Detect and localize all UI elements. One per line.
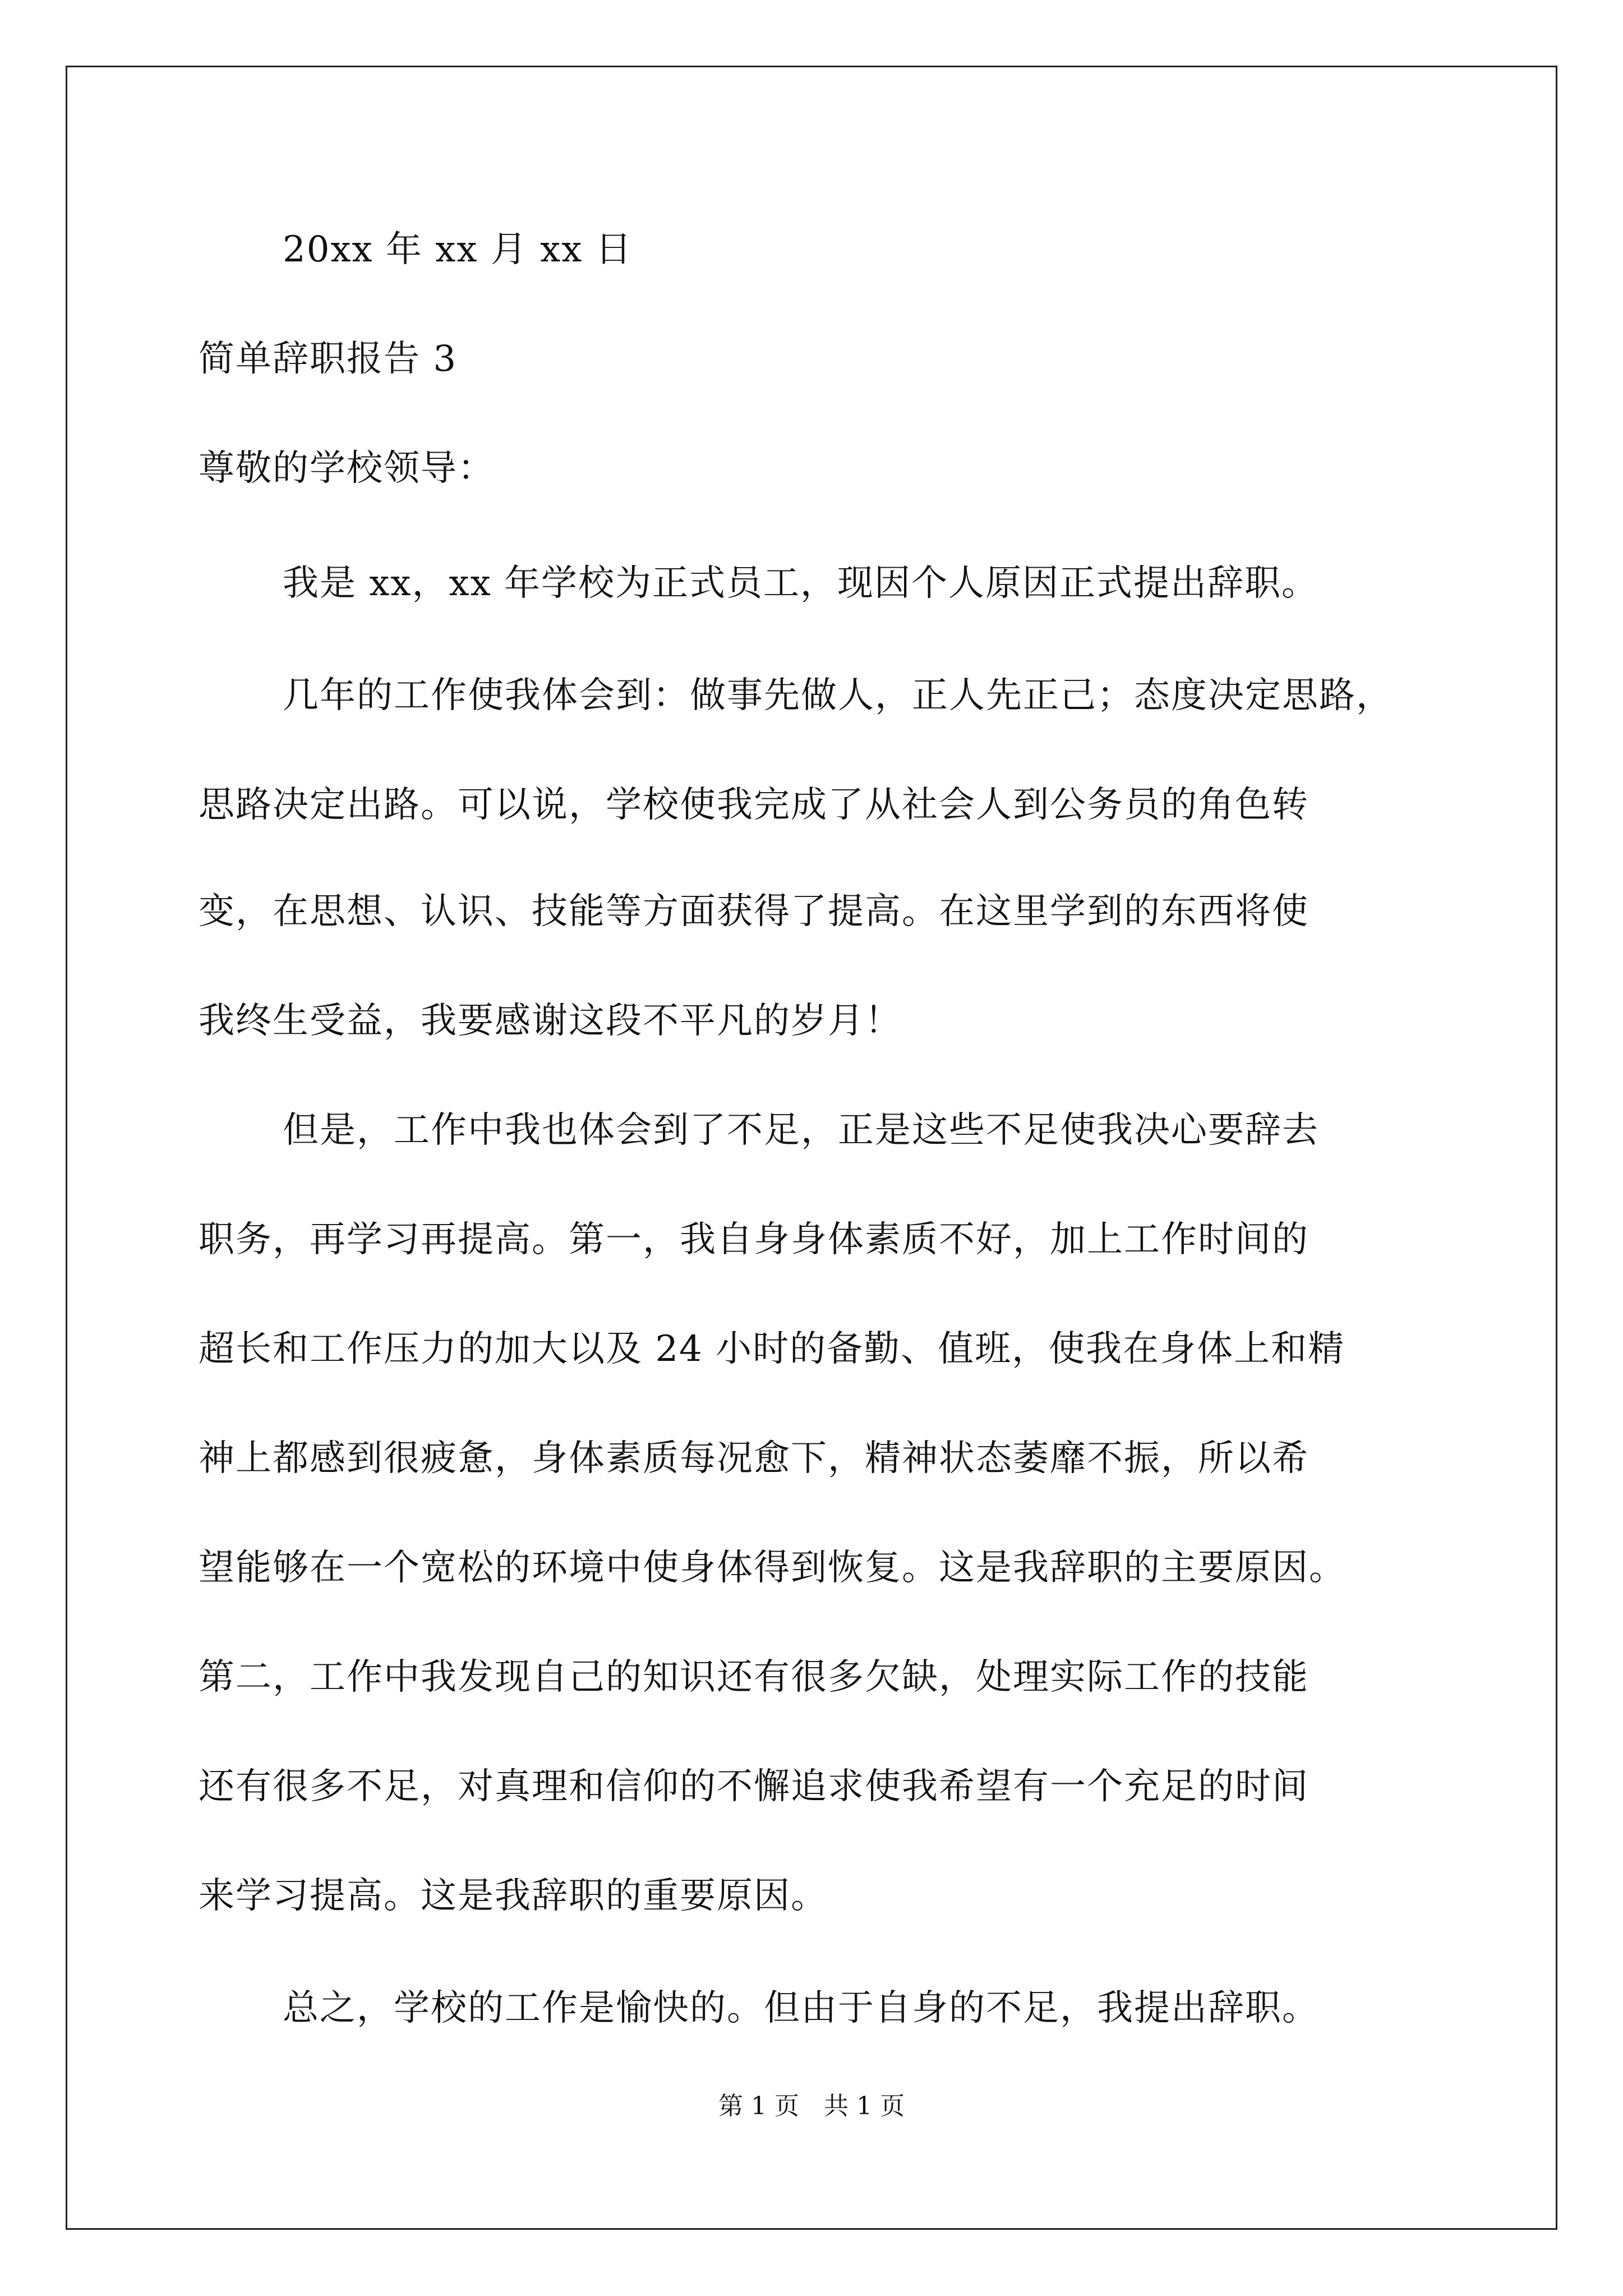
- paragraph-line: 神上都感到很疲惫，身体素质每况愈下，精神状态萎靡不振，所以希: [199, 1438, 1309, 1479]
- paragraph-line: 职务，再学习再提高。第一，我自身身体素质不好，加上工作时间的: [199, 1219, 1309, 1260]
- paragraph-line: 我终生受益，我要感谢这段不平凡的岁月！: [199, 1000, 902, 1042]
- document-title: 简单辞职报告 3: [199, 338, 458, 380]
- date-line: 20xx 年 xx 月 xx 日: [283, 229, 633, 270]
- paragraph-line: 还有很多不足，对真理和信仰的不懈追求使我希望有一个充足的时间: [199, 1766, 1309, 1807]
- paragraph-line: 但是，工作中我也体会到了不足，正是这些不足使我决心要辞去: [283, 1110, 1319, 1151]
- paragraph-line: 望能够在一个宽松的环境中使身体得到恢复。这是我辞职的主要原因。: [199, 1547, 1346, 1589]
- page-footer: [0, 2090, 1623, 2123]
- paragraph-line: 来学习提高。这是我辞职的重要原因。: [199, 1875, 828, 1917]
- page-number: 第 1 页: [718, 2092, 799, 2120]
- page-total: 共 1 页: [824, 2092, 905, 2120]
- paragraph-line: 变，在思想、认识、技能等方面获得了提高。在这里学到的东西将使: [199, 891, 1309, 932]
- paragraph-line: 我是 xx，xx 年学校为正式员工，现因个人原因正式提出辞职。: [283, 563, 1319, 604]
- paragraph-line: 超长和工作压力的加大以及 24 小时的备勤、值班，使我在身体上和精: [199, 1328, 1345, 1370]
- paragraph-line: 第二，工作中我发现自己的知识还有很多欠缺，处理实际工作的技能: [199, 1657, 1309, 1698]
- salutation: 尊敬的学校领导：: [199, 448, 495, 489]
- paragraph-line: 思路决定出路。可以说，学校使我完成了从社会人到公务员的角色转: [199, 784, 1309, 826]
- paragraph-line: 几年的工作使我体会到：做事先做人，正人先正己；态度决定思路，: [283, 675, 1393, 716]
- paragraph-line: 总之，学校的工作是愉快的。但由于自身的不足，我提出辞职。: [283, 1987, 1319, 2029]
